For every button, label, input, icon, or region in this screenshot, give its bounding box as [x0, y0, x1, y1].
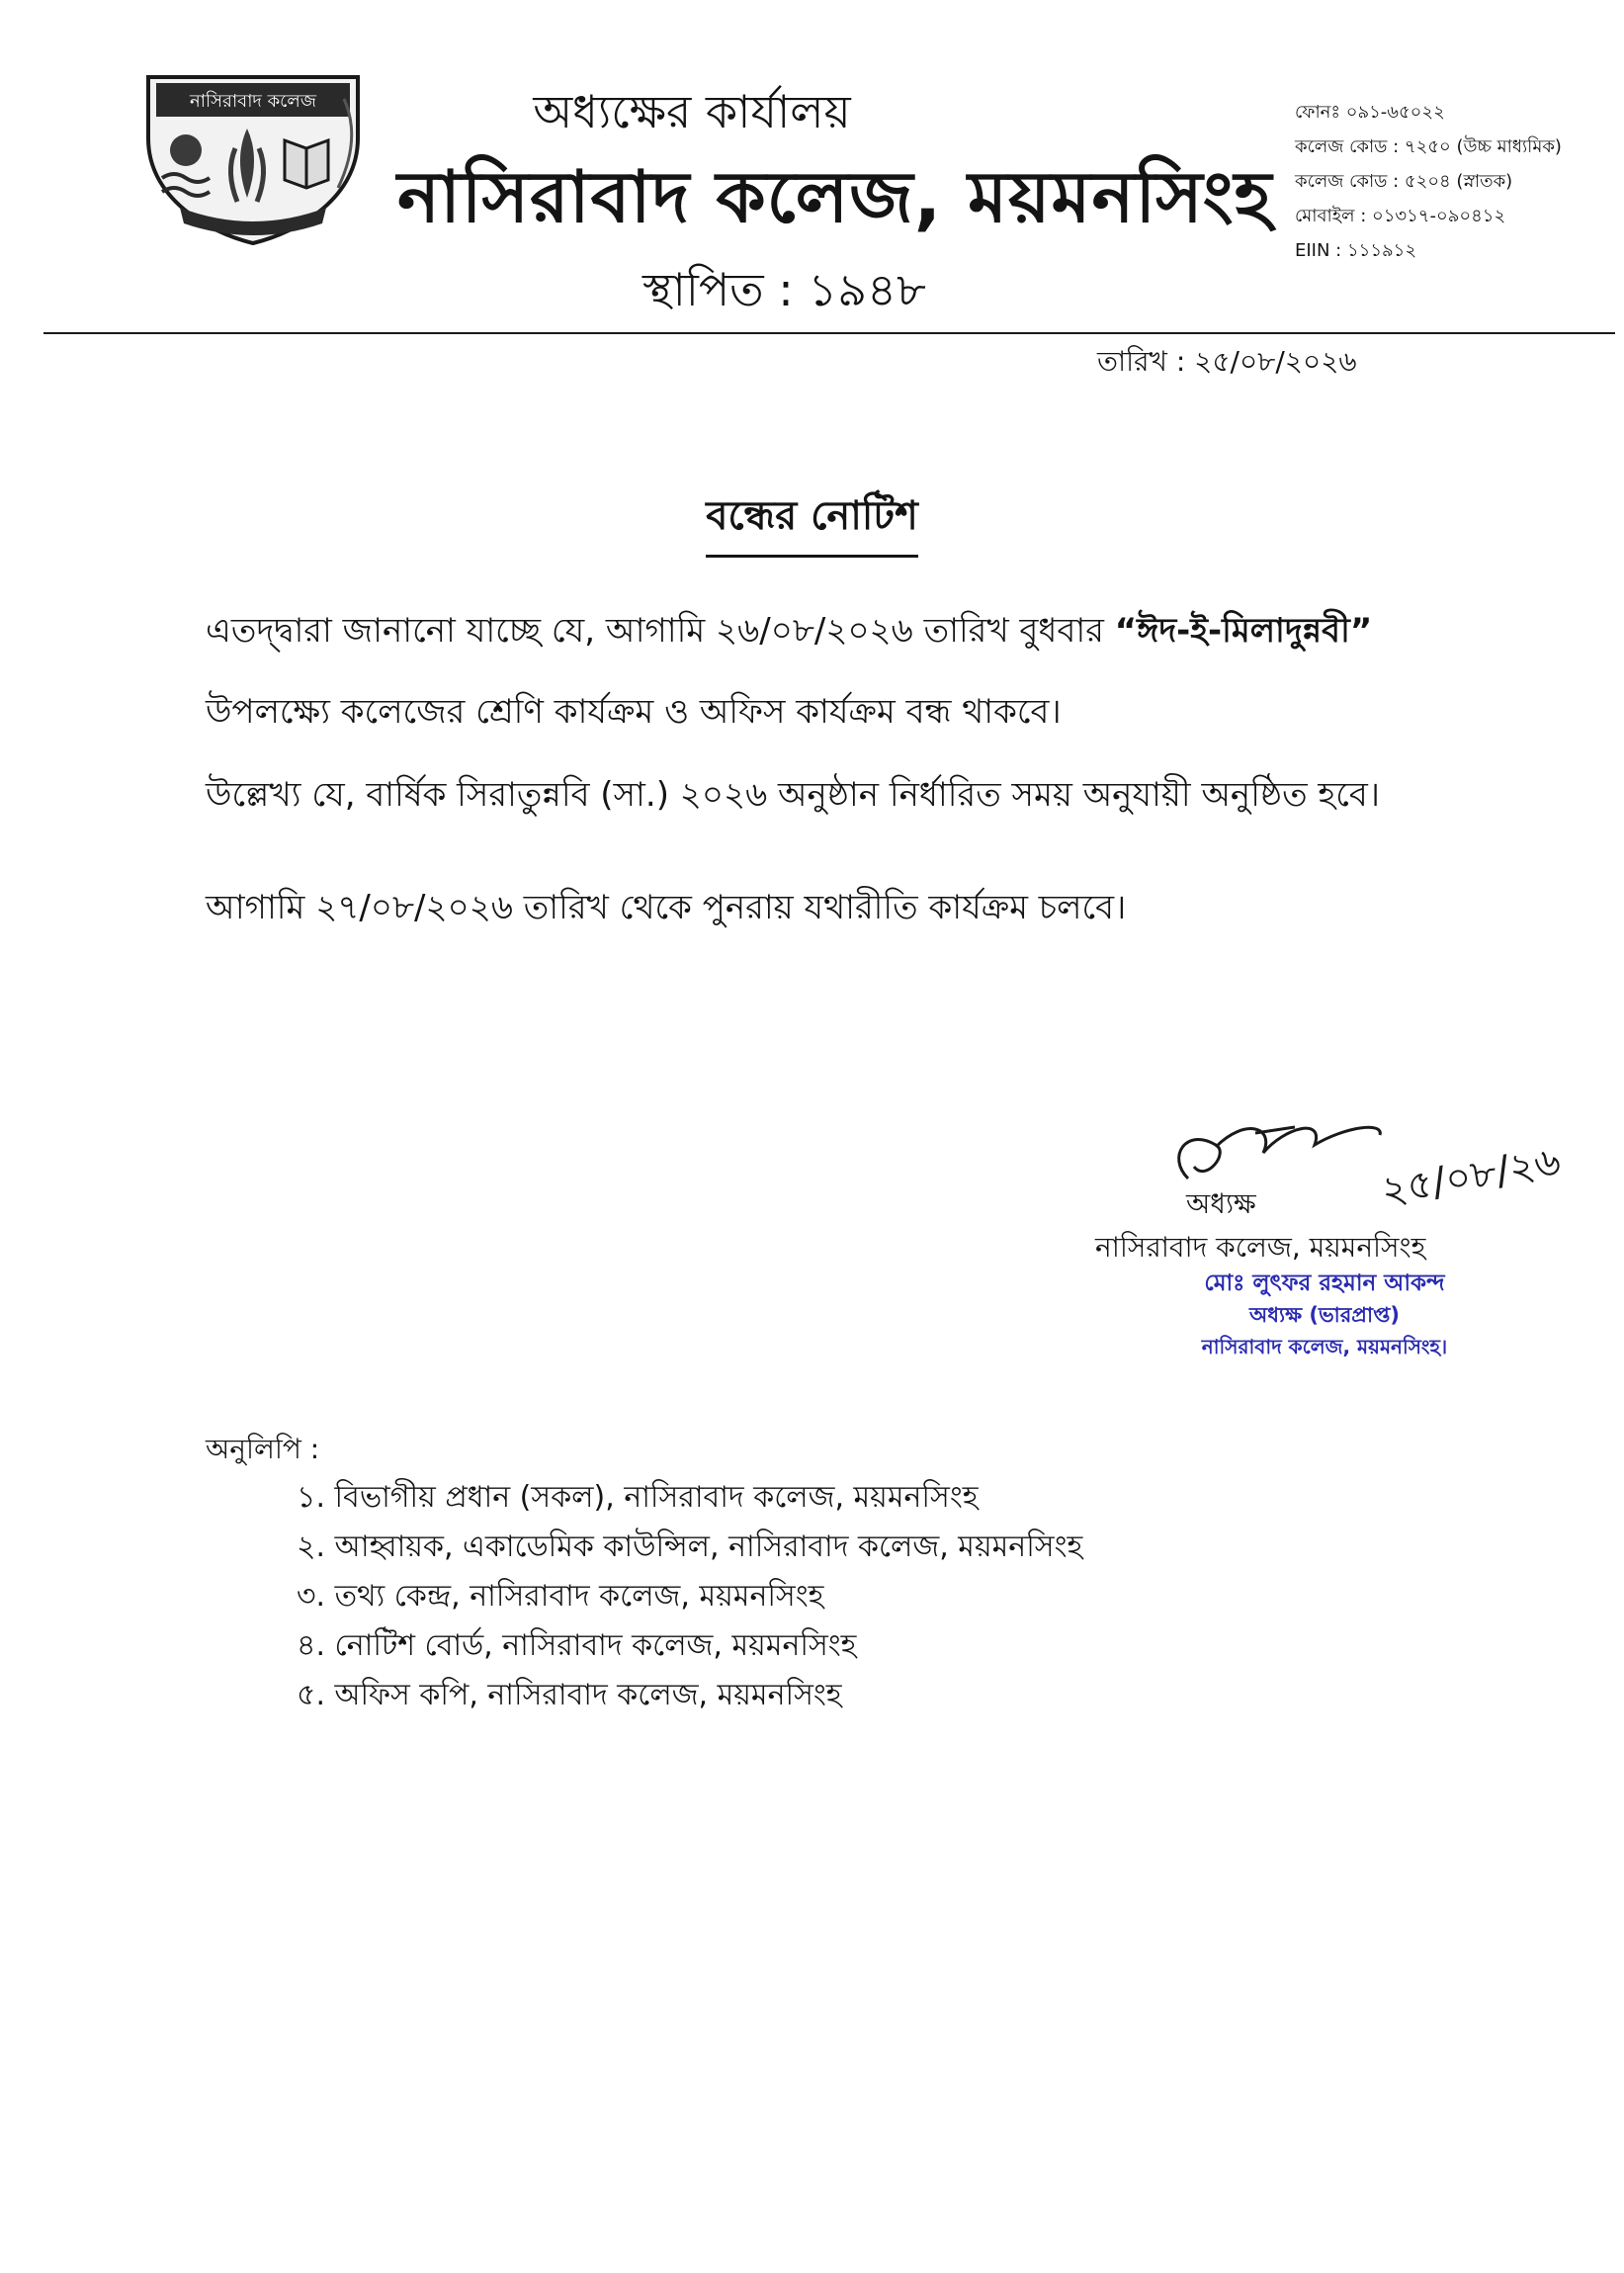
paragraph-1-emphasis: “ঈদ-ই-মিলাদুন্নবী”: [1114, 611, 1373, 651]
signatory-college: নাসিরাবাদ কলেজ, ময়মনসিংহ: [1095, 1231, 1426, 1264]
contact-phone: ফোনঃ ০৯১-৬৫০২২: [1295, 102, 1445, 123]
paragraph-1-text: এতদ্দ্বারা জানানো যাচ্ছে যে, আগামি ২৬/০৮/২০২৬ তারিখ বুধবার: [206, 611, 1115, 651]
college-name-heading: নাসিরাবাদ কলেজ, ময়মনসিংহ: [397, 155, 1273, 238]
office-title: অধ্যক্ষের কার্যালয়: [533, 85, 851, 138]
college-emblem-logo: [140, 69, 366, 247]
official-stamp: [1156, 1268, 1493, 1362]
notice-title-text: বন্ধের নোটিশ: [706, 484, 918, 558]
stamp-name: মোঃ লুৎফর রহমান আকন্দ: [1204, 1270, 1445, 1296]
notice-paragraph-4: আগামি ২৭/০৮/২০২৬ তারিখ থেকে পুনরায় যথারীতি কার্যক্রম চলবে।: [206, 888, 1127, 927]
list-item: ৫. অফিস কপি, নাসিরাবাদ কলেজ, ময়মনসিংহ: [297, 1678, 842, 1712]
stamp-title: অধ্যক্ষ (ভারপ্রাপ্ত): [1249, 1303, 1400, 1327]
list-item: ২. আহ্বায়ক, একাডেমিক কাউন্সিল, নাসিরাবাদ কলেজ, ময়মনসিংহ: [297, 1530, 1083, 1564]
notice-paragraph-2: উপলক্ষ্যে কলেজের শ্রেণি কার্যক্রম ও অফিস কার্যক্রম বন্ধ থাকবে।: [206, 692, 1062, 732]
notice-paragraph-3: উল্লেখ্য যে, বার্ষিক সিরাতুন্নবি (সা.) ২০২৬ অনুষ্ঠান নির্ধারিত সময় অনুযায়ী অনুষ্ঠিত হবে।: [206, 775, 1381, 815]
list-item: ৪. নোটিশ বোর্ড, নাসিরাবাদ কলেজ, ময়মনসিংহ: [297, 1628, 857, 1663]
contact-college-code-hsc: কলেজ কোড : ৭২৫০ (উচ্চ মাধ্যমিক): [1295, 136, 1562, 157]
established-year: স্থাপিত : ১৯৪৮: [642, 263, 926, 316]
copies-label: অনুলিপি :: [206, 1433, 320, 1465]
contact-block: [1295, 95, 1621, 268]
handwritten-date: ২৫/০৮/২৬: [1378, 1138, 1565, 1215]
contact-eiin: EIIN : ১১১৯১২: [1295, 240, 1417, 261]
copies-list: [297, 1473, 1082, 1720]
notice-title: [0, 484, 1624, 558]
notice-date: তারিখ : ২৫/০৮/২০২৬: [1097, 345, 1357, 378]
header-divider: [43, 332, 1615, 334]
notice-paragraph-1: [206, 611, 1520, 652]
contact-college-code-degree: কলেজ কোড : ৫২০৪ (স্নাতক): [1295, 171, 1513, 192]
list-item: ৩. তথ্য কেন্দ্র, নাসিরাবাদ কলেজ, ময়মনসিংহ: [297, 1579, 824, 1614]
svg-text:নাসিরাবাদ কলেজ: নাসিরাবাদ কলেজ: [190, 91, 316, 112]
contact-mobile: মোবাইল : ০১৩১৭-০৯০৪১২: [1295, 206, 1506, 226]
signatory-role: অধ্যক্ষ: [1186, 1187, 1256, 1220]
stamp-college: নাসিরাবাদ কলেজ, ময়মনসিংহ।: [1201, 1335, 1448, 1358]
list-item: ১. বিভাগীয় প্রধান (সকল), নাসিরাবাদ কলেজ, ময়মনসিংহ: [297, 1480, 979, 1515]
